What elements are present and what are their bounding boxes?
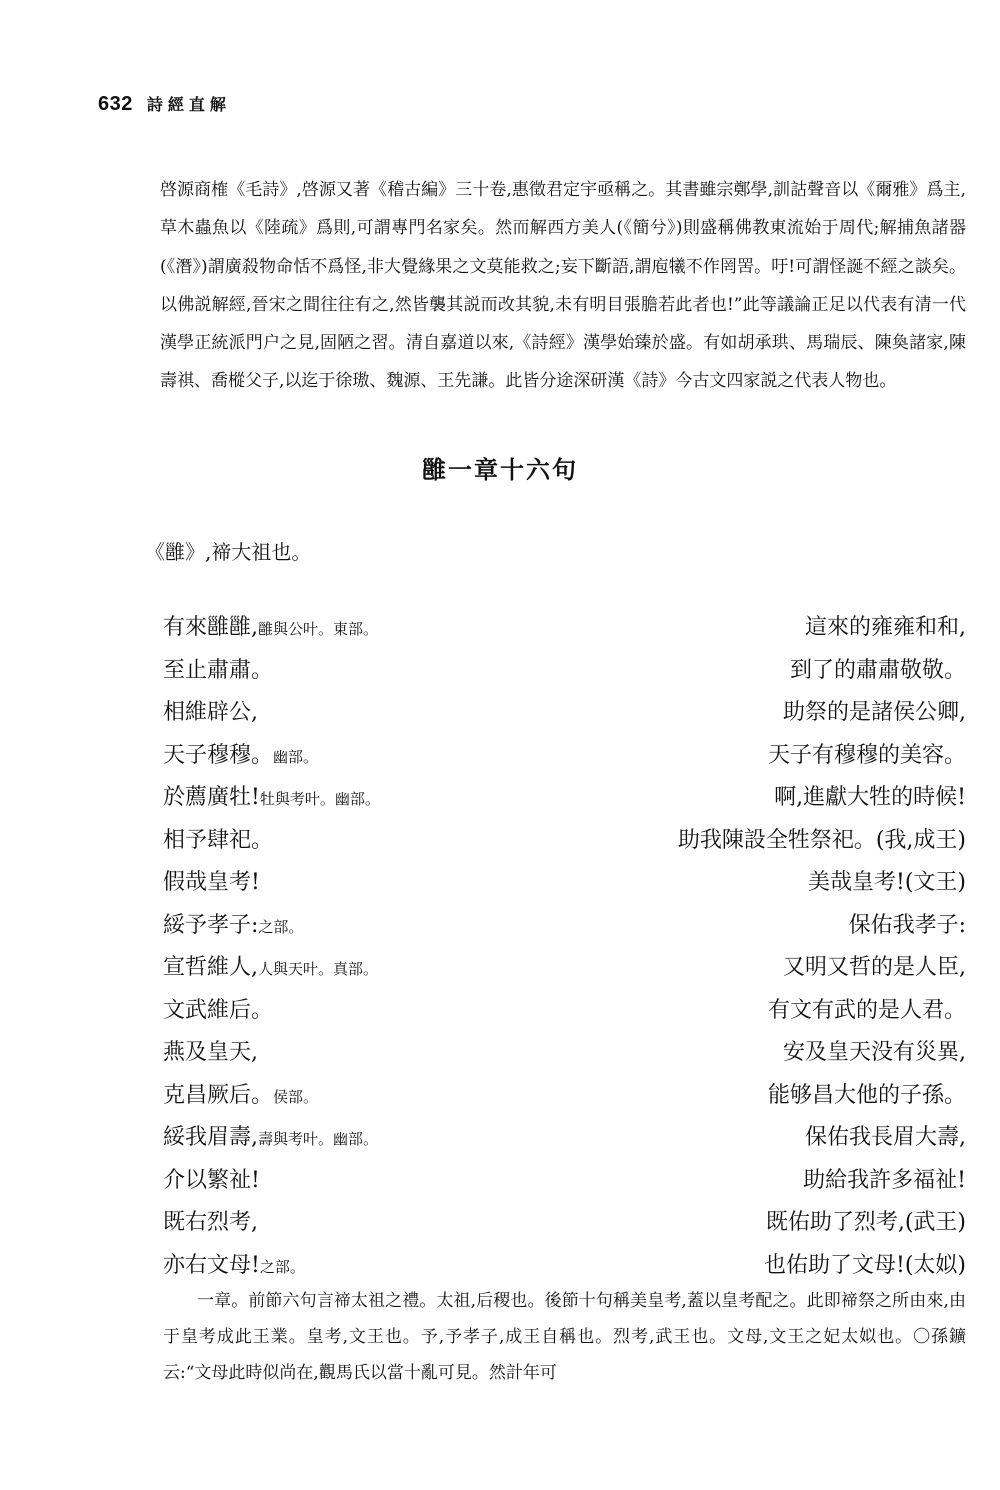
poem-translation: 到了的肅肅敬敬。 (789, 657, 966, 683)
rhyme-note: 之部。 (258, 917, 304, 936)
rhyme-note: 之部。 (259, 1257, 305, 1276)
poem-line (163, 695, 966, 738)
poem-translation: 能够昌大他的子孫。 (767, 1082, 966, 1108)
poem-translation: 既佑助了烈考,(武王) (765, 1210, 966, 1235)
poem-original (163, 610, 378, 641)
poem-translation: 美哉皇考!(文王) (807, 870, 966, 895)
poem-original-text: 文武維后。 (163, 997, 274, 1023)
poem-translation: 天子有穆穆的美容。 (767, 742, 966, 768)
book-title: 詩經直解 (146, 95, 231, 114)
poem-original-text: 於薦廣牡! (163, 785, 260, 810)
intro-text (160, 171, 966, 401)
poem-line (163, 738, 966, 781)
poem-translation: 這來的雍雍和和, (805, 615, 966, 640)
poem-translation: 又明又哲的是人臣, (783, 955, 966, 980)
poem-original (163, 1163, 260, 1194)
poem-line (163, 823, 966, 866)
poem-original-text: 有來雝雝, (163, 615, 258, 640)
poem-original-text: 亦右文母! (163, 1252, 260, 1278)
poem-line (163, 1120, 966, 1163)
poem-original-text: 宣哲維人, (163, 955, 258, 980)
intro-paragraph: 啓源商榷《毛詩》,啓源又著《稽古編》三十卷,惠徵君定宇亟稱之。其書雖宗鄭學,訓詁聲音以《爾雅》爲主,草木蟲魚以《陸疏》爲則,可謂專門名家矣。然而解西方美人(《簡兮》)則盛稱佛教東流始于周代;解捕魚諸器(《潛》)謂廣殺物命恬不爲怪,非大覺緣果之文莫能救之;妄下斷語,謂庖犧不作罔罟。吁!可謂怪誕不經之談矣。以佛説解經,晉宋之間往往有之,然皆襲其説而改其貌,未有明目張膽若此者也!”此等議論正足以代表有清一代漢學正統派門户之見,固陋之習。清自嘉道以來,《詩經》漢學始臻於盛。有如胡承珙、馬瑞辰、陳奐諸家,陳壽祺、喬樅父子,以迄于徐璈、魏源、王先謙。此皆分途深研漢《詩》今古文四家説之代表人物也。 (160, 180, 966, 392)
poem-original (163, 1078, 318, 1109)
rhyme-note: 幽部。 (273, 747, 319, 766)
poem-original (163, 738, 318, 769)
poem-original-text: 天子穆穆。 (163, 742, 274, 768)
poem-original (163, 823, 273, 854)
section-title: 雝一章十六句 (422, 456, 578, 484)
poem-line (163, 1205, 966, 1248)
rhyme-note: 侯部。 (273, 1087, 319, 1106)
poem-original-text: 綏我眉壽, (163, 1125, 258, 1150)
poem-translation: 助我陳設全牲祭祀。(我,成王) (677, 827, 966, 853)
commentary-paragraph: 一章。前節六句言禘太祖之禮。太祖,后稷也。後節十句稱美皇考,蓋以皇考配之。此即禘祭之所由來,由于皇考成此王業。皇考,文王也。予,予孝子,成王自稱也。烈考,武王也。文母,文王之妃太姒也。〇孫鑛云:“文母此時似尚在,觀馬氏以當十亂可見。然計年可 (163, 1291, 966, 1383)
poem-original-text: 綏予孝子: (163, 912, 259, 938)
poem-original-text: 假哉皇考! (163, 870, 260, 895)
poem-line (163, 1163, 966, 1206)
poem-original (163, 695, 258, 726)
poem-original (163, 1205, 258, 1236)
poem-translation: 也佑助了文母!(太姒) (763, 1252, 966, 1278)
poem-translation: 安及皇天没有災異, (783, 1040, 966, 1065)
poem-translation: 保佑我長眉大壽, (805, 1125, 966, 1150)
poem-original-text: 燕及皇天, (163, 1040, 258, 1065)
poem-translation: 助給我許多福祉! (803, 1167, 966, 1193)
poem-original-text: 相予肆祀。 (163, 827, 274, 853)
poem-preface: 《雝》,禘大祖也。 (145, 540, 312, 564)
poem-original-text: 相維辟公, (163, 700, 258, 725)
poem-original (163, 1248, 305, 1279)
rhyme-note: 人與天叶。真部。 (258, 960, 379, 978)
page-header (98, 92, 231, 116)
poem-line (163, 1078, 966, 1121)
page-number: 632 (98, 93, 133, 115)
poem-original (163, 780, 380, 811)
poem-line (163, 610, 966, 653)
poem-line (163, 993, 966, 1036)
poem-original (163, 908, 303, 939)
rhyme-note: 壽與考叶。幽部。 (258, 1130, 379, 1148)
poem-line (163, 780, 966, 823)
poem-original-text: 介以繁祉! (163, 1167, 260, 1193)
poem-original (163, 1035, 258, 1066)
commentary (163, 1283, 966, 1391)
poem-line (163, 908, 966, 951)
poem-translation: 助祭的是諸侯公卿, (783, 700, 966, 725)
poem-translation: 保佑我孝子: (848, 912, 966, 938)
poem-translation: 啊,進獻大牲的時候! (774, 785, 966, 810)
poem-original (163, 1120, 378, 1151)
poem-line (163, 1035, 966, 1078)
poem (163, 610, 966, 1290)
poem-original (163, 993, 273, 1024)
poem-line (163, 950, 966, 993)
poem-line (163, 865, 966, 908)
poem-original (163, 950, 378, 981)
poem-original-text: 至止肅肅。 (163, 657, 274, 683)
rhyme-note: 牡與考叶。幽部。 (259, 790, 380, 808)
poem-translation: 有文有武的是人君。 (767, 997, 966, 1023)
poem-original (163, 653, 273, 684)
rhyme-note: 雝與公叶。東部。 (258, 620, 379, 638)
poem-original-text: 克昌厥后。 (163, 1082, 274, 1108)
poem-original (163, 865, 260, 896)
poem-original-text: 既右烈考, (163, 1210, 258, 1235)
poem-line (163, 653, 966, 696)
